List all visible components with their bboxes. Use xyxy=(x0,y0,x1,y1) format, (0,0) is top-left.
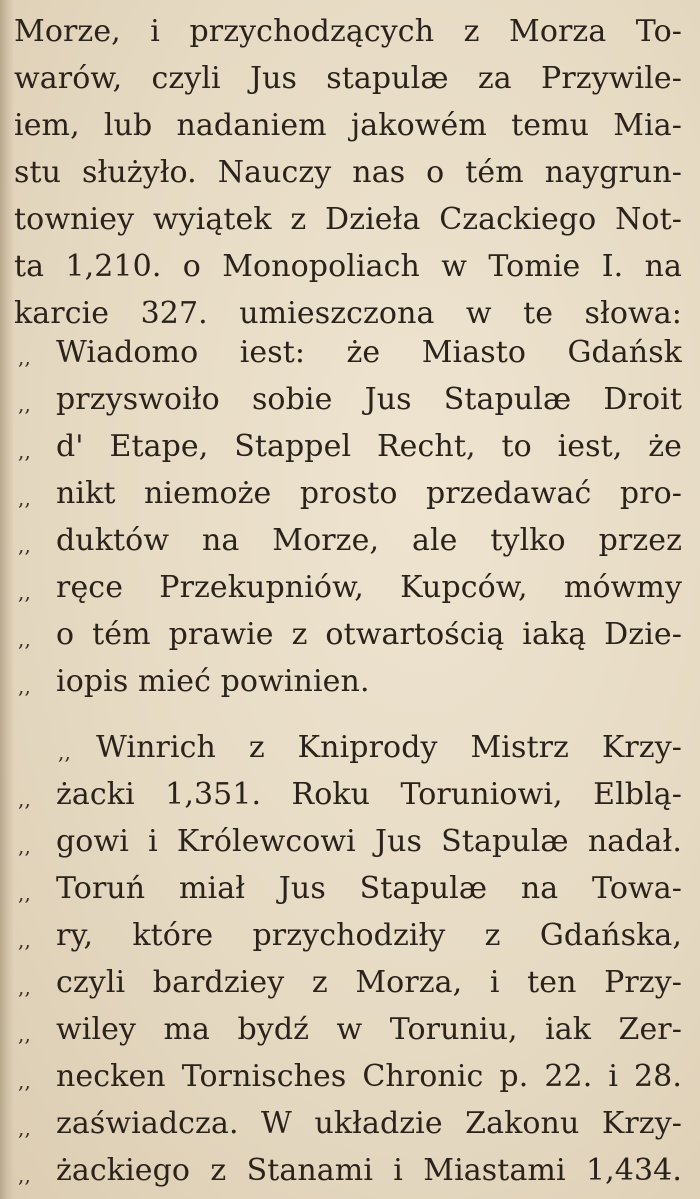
text-line xyxy=(0,1147,700,1194)
text-line xyxy=(0,564,700,611)
text-line xyxy=(0,1006,700,1053)
line-text: duktów na Morze, ale tylko przez xyxy=(56,523,682,558)
line-text: Morze, i przychodzących z Morza To- xyxy=(14,14,682,49)
text-line xyxy=(0,243,700,290)
text-line xyxy=(0,771,700,818)
text-line xyxy=(0,1100,700,1147)
line-text: ręce Przekupniów, Kupców, mówmy xyxy=(56,570,682,605)
line-text: czyli bardziey z Morza, i ten Przy- xyxy=(56,965,682,1000)
text-line xyxy=(0,517,700,564)
text-line xyxy=(0,8,700,55)
line-text: przyswoiło sobie Jus Stapulæ Droit xyxy=(56,382,682,417)
line-text: iopis mieć powinien. xyxy=(56,664,370,699)
quote-mark: ,, xyxy=(18,627,31,651)
line-text: żackiego z Stanami i Miastami 1,434. xyxy=(56,1153,682,1188)
text-line xyxy=(0,1053,700,1100)
text-line xyxy=(0,470,700,517)
quote-mark: ,, xyxy=(18,345,31,369)
line-text: warów, czyli Jus stapulæ za Przywile- xyxy=(14,61,682,96)
quote-mark: ,, xyxy=(18,928,31,952)
quote-mark: ,, xyxy=(18,787,31,811)
text-line xyxy=(0,102,700,149)
text-line xyxy=(0,912,700,959)
line-text: żacki 1,351. Roku Toruniowi, Elblą- xyxy=(56,777,682,812)
text-line xyxy=(0,959,700,1006)
text-line xyxy=(0,149,700,196)
line-text: karcie 327. umieszczona w te słowa: xyxy=(14,296,682,331)
quote-mark: ,, xyxy=(18,486,31,510)
line-text: towniey wyiątek z Dzieła Czackiego Not- xyxy=(14,202,682,237)
line-text: wiley ma bydź w Toruniu, iak Zer- xyxy=(56,1012,682,1047)
line-text: ry, które przychodziły z Gdańska, xyxy=(56,918,682,953)
text-line xyxy=(0,724,700,771)
line-text: gowi i Królewcowi Jus Stapulæ nadał. xyxy=(56,824,682,859)
line-text: iem, lub nadaniem jakowém temu Mia- xyxy=(14,108,682,143)
text-line xyxy=(0,818,700,865)
line-text: necken Tornisches Chronic p. 22. i 28. xyxy=(56,1059,682,1094)
quote-mark: ,, xyxy=(58,740,71,764)
quote-mark: ,, xyxy=(18,392,31,416)
quote-mark: ,, xyxy=(18,439,31,463)
line-text: Winrich z Kniprody Mistrz Krzy- xyxy=(96,730,682,765)
text-line xyxy=(0,658,700,705)
text-line xyxy=(0,611,700,658)
text-line xyxy=(0,865,700,912)
text-line xyxy=(0,55,700,102)
text-line xyxy=(0,376,700,423)
text-line xyxy=(0,329,700,376)
text-line xyxy=(0,196,700,243)
text-line xyxy=(0,423,700,470)
quote-mark: ,, xyxy=(18,834,31,858)
line-text: ta 1,210. o Monopoliach w Tomie I. na xyxy=(14,249,682,284)
quote-mark: ,, xyxy=(18,533,31,557)
line-text: nikt niemoże prosto przedawać pro- xyxy=(56,476,682,511)
line-text: Wiadomo iest: że Miasto Gdańsk xyxy=(56,335,682,370)
quote-mark: ,, xyxy=(18,1116,31,1140)
line-text: Toruń miał Jus Stapulæ na Towa- xyxy=(56,871,682,906)
quote-mark: ,, xyxy=(18,1163,31,1187)
line-text: stu służyło. Nauczy nas o tém naygrun- xyxy=(14,155,682,190)
quote-mark: ,, xyxy=(18,674,31,698)
quote-mark: ,, xyxy=(18,1022,31,1046)
quote-mark: ,, xyxy=(18,975,31,999)
quote-mark: ,, xyxy=(18,881,31,905)
quote-mark: ,, xyxy=(18,580,31,604)
line-text: o tém prawie z otwartością iaką Dzie- xyxy=(56,617,682,652)
quote-mark: ,, xyxy=(18,1069,31,1093)
line-text: d' Etape, Stappel Recht, to iest, że xyxy=(56,429,682,464)
line-text: zaświadcza. W układzie Zakonu Krzy- xyxy=(56,1106,682,1141)
